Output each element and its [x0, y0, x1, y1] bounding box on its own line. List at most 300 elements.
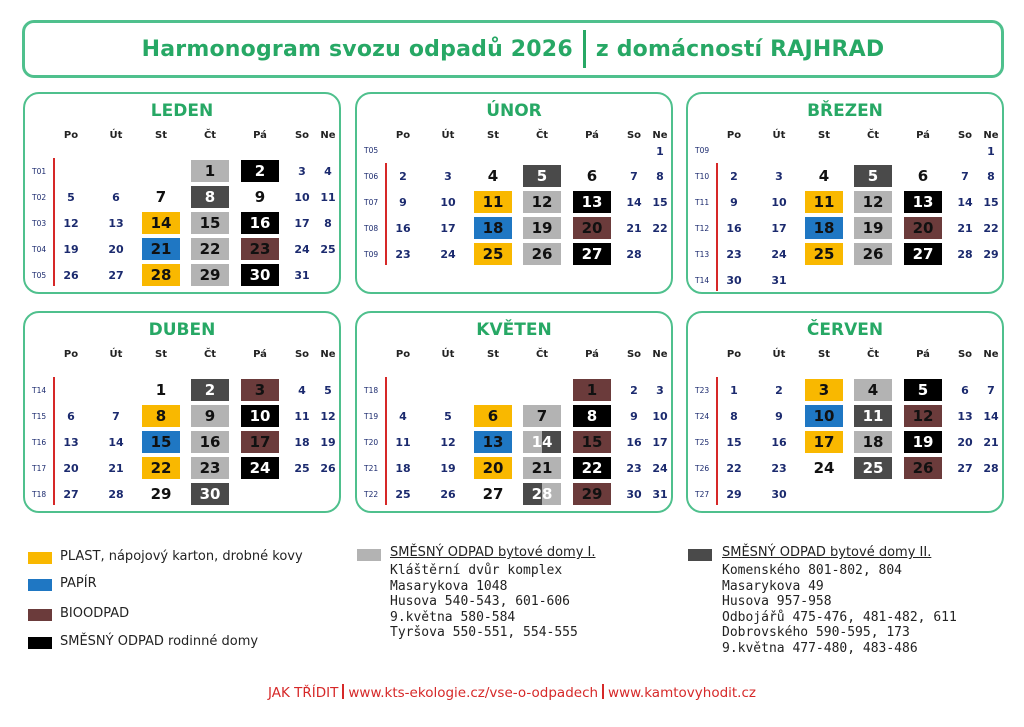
week-divider-line: [53, 158, 55, 286]
calendar-day: 15: [191, 212, 229, 234]
calendar-day: 23: [726, 247, 742, 261]
calendar-day: 3: [805, 379, 843, 401]
legend-head-b1: SMĚSNÝ ODPAD bytové domy I.: [390, 545, 596, 560]
calendar-day: 15: [983, 195, 999, 209]
legend-swatch-rd: [28, 637, 52, 649]
calendar-day: 24: [241, 457, 279, 479]
calendar-day: 7: [112, 409, 120, 423]
week-number: T26: [695, 464, 710, 473]
calendar-day: 7: [155, 188, 167, 206]
day-name: Pá: [585, 130, 599, 141]
page-subtitle: z domácností RAJHRAD: [595, 36, 885, 62]
week-number: T23: [695, 386, 710, 395]
calendar-day: 8: [142, 405, 180, 427]
calendar-day: 27: [904, 243, 942, 265]
day-name: Ne: [320, 349, 336, 360]
legend-label-plast: PLAST, nápojový karton, drobné kovy: [60, 549, 303, 564]
legend-b1-item: Masarykova 1048: [390, 578, 508, 594]
footer-separator: [602, 684, 604, 699]
month-name: LEDEN: [150, 101, 214, 121]
calendar-day: 8: [987, 169, 995, 183]
calendar-day: 5: [444, 409, 452, 423]
calendar-day: 30: [191, 483, 229, 505]
legend-b2-item: Dobrovského 590-595, 173: [722, 625, 910, 640]
calendar-day: 31: [771, 273, 787, 287]
calendar-day: 11: [320, 190, 336, 204]
calendar-day: 15: [142, 431, 180, 453]
calendar-day: 6: [917, 167, 929, 185]
day-name: Út: [441, 349, 455, 360]
footer-separator: [342, 684, 344, 699]
legend-swatch-plast: [28, 552, 52, 564]
day-name: St: [487, 349, 499, 360]
calendar-day: 26: [320, 461, 336, 475]
calendar-day: 18: [474, 217, 512, 239]
week-number: T18: [32, 490, 47, 499]
calendar-day: 26: [523, 243, 561, 265]
calendar-day: 15: [726, 435, 742, 449]
week-divider-line: [716, 163, 718, 291]
calendar-day: 11: [805, 191, 843, 213]
calendar-day: 6: [112, 190, 120, 204]
calendar-day: 3: [298, 164, 306, 178]
calendar-day: 4: [487, 167, 499, 185]
calendar-day: 18: [395, 461, 411, 475]
footer-link-kamtovyhodit[interactable]: www.kamtovyhodit.cz: [608, 685, 756, 701]
calendar-day: 25: [294, 461, 310, 475]
week-number: T16: [32, 438, 47, 447]
month-name: KVĚTEN: [476, 320, 552, 340]
calendar-day: 23: [241, 238, 279, 260]
calendar-day: 20: [63, 461, 79, 475]
month-duben: [23, 311, 341, 513]
calendar-day: 2: [630, 383, 638, 397]
calendar-day: 28: [108, 487, 124, 501]
calendar-day: 19: [854, 217, 892, 239]
day-name: Čt: [203, 130, 217, 141]
day-name: Po: [726, 349, 742, 360]
title-separator: [583, 30, 586, 68]
calendar-day: 27: [63, 487, 79, 501]
week-divider-line: [716, 377, 718, 505]
calendar-day: 4: [399, 409, 407, 423]
calendar-day: 23: [395, 247, 411, 261]
page-title: Harmonogram svozu odpadů 2026: [141, 36, 573, 62]
calendar-day: 26: [63, 268, 79, 282]
calendar-day: 6: [474, 405, 512, 427]
calendar-day: 2: [241, 160, 279, 182]
calendar-day: 17: [241, 431, 279, 453]
day-name: Po: [63, 130, 79, 141]
calendar-day: 14: [142, 212, 180, 234]
calendar-day: 11: [294, 409, 310, 423]
legend-swatch-bio: [28, 609, 52, 621]
calendar-day: 5: [904, 379, 942, 401]
calendar-day: 4: [818, 167, 830, 185]
day-name: Čt: [203, 349, 217, 360]
legend-b1-item: 9.května 580-584: [390, 609, 516, 625]
day-name: So: [294, 349, 310, 360]
calendar-day: 14: [108, 435, 124, 449]
calendar-day: 13: [474, 431, 512, 453]
week-number: T15: [32, 412, 47, 421]
calendar-day: 24: [771, 247, 787, 261]
calendar-day: 25: [320, 242, 336, 256]
week-number: T05: [364, 146, 379, 155]
legend-swatch-b1: [357, 549, 381, 561]
calendar-day: 12: [523, 191, 561, 213]
week-number: T24: [695, 412, 710, 421]
day-name: Pá: [916, 130, 930, 141]
calendar-day: 7: [987, 383, 995, 397]
calendar-day: 26: [854, 243, 892, 265]
day-name: Pá: [916, 349, 930, 360]
day-name: Út: [109, 349, 123, 360]
day-name: Ne: [652, 130, 668, 141]
month-name: ÚNOR: [486, 101, 542, 121]
calendar-day: 13: [108, 216, 124, 230]
calendar-day: 22: [726, 461, 742, 475]
legend-b2-item: 9.května 477-480, 483-486: [722, 640, 918, 656]
calendar-day: 9: [254, 188, 266, 206]
calendar-day: 1: [987, 144, 995, 158]
calendar-day: 30: [626, 487, 642, 501]
calendar-day: 20: [904, 217, 942, 239]
month-name: BŘEZEN: [807, 101, 883, 121]
legend-b2-item: Komenského 801-802, 804: [722, 563, 903, 578]
calendar-day: 23: [191, 457, 229, 479]
legend-label-bio: BIOODPAD: [60, 606, 130, 621]
month-květen: [355, 311, 673, 513]
calendar-day: 4: [854, 379, 892, 401]
calendar-day: 13: [957, 409, 973, 423]
day-name: Ne: [983, 349, 999, 360]
calendar-day: 21: [983, 435, 999, 449]
calendar-day: 21: [523, 457, 561, 479]
month-červen: [686, 311, 1004, 513]
calendar-day: 4: [298, 383, 306, 397]
day-name: Po: [726, 130, 742, 141]
week-divider-line: [385, 163, 387, 265]
calendar-day: 20: [957, 435, 973, 449]
calendar-day: 19: [63, 242, 79, 256]
calendar-day: 28: [957, 247, 973, 261]
week-number: T06: [364, 172, 379, 181]
day-name: Ne: [652, 349, 668, 360]
calendar-day: 30: [726, 273, 742, 287]
calendar-day: 8: [656, 169, 664, 183]
week-number: T01: [32, 167, 47, 176]
calendar-day: 11: [474, 191, 512, 213]
day-name: Po: [395, 349, 411, 360]
calendar-day: 1: [191, 160, 229, 182]
day-name: So: [957, 130, 973, 141]
day-name: So: [626, 130, 642, 141]
legend-label-papir: PAPÍR: [60, 576, 97, 591]
calendar-day: 15: [573, 431, 611, 453]
day-name: Čt: [866, 130, 880, 141]
calendar-day: 22: [142, 457, 180, 479]
calendar-day: 2: [775, 383, 783, 397]
calendar-day: 28: [523, 483, 561, 505]
calendar-day: 25: [805, 243, 843, 265]
calendar-day: 28: [142, 264, 180, 286]
calendar-day: 9: [730, 195, 738, 209]
day-name: So: [957, 349, 973, 360]
calendar-day: 1: [656, 144, 664, 158]
week-number: T19: [364, 412, 379, 421]
calendar-day: 29: [983, 247, 999, 261]
month-únor: [355, 92, 673, 294]
calendar-day: 5: [67, 190, 75, 204]
calendar-day: 21: [957, 221, 973, 235]
calendar-day: 24: [652, 461, 668, 475]
calendar-day: 9: [775, 409, 783, 423]
legend-list-b1: [390, 563, 578, 641]
legend-swatch-papir: [28, 579, 52, 591]
calendar-day: 3: [656, 383, 664, 397]
calendar-day: 27: [482, 485, 504, 503]
calendar-day: 9: [630, 409, 638, 423]
legend-swatch-b2: [688, 549, 712, 561]
calendar-day: 13: [63, 435, 79, 449]
calendar-day: 8: [730, 409, 738, 423]
calendar-day: 8: [324, 216, 332, 230]
calendar-day: 22: [573, 457, 611, 479]
calendar-day: 17: [805, 431, 843, 453]
calendar-day: 2: [399, 169, 407, 183]
day-name: Po: [63, 349, 79, 360]
calendar-day: 1: [573, 379, 611, 401]
day-name: Pá: [253, 130, 267, 141]
week-divider-line: [385, 377, 387, 505]
day-name: Čt: [535, 130, 549, 141]
calendar-day: 16: [395, 221, 411, 235]
calendar-day: 11: [854, 405, 892, 427]
day-name: Út: [441, 130, 455, 141]
month-name: DUBEN: [148, 320, 216, 340]
legend-list-b2: [722, 563, 957, 656]
calendar-day: 15: [652, 195, 668, 209]
week-number: T03: [32, 219, 47, 228]
calendar-day: 12: [854, 191, 892, 213]
calendar-day: 1: [730, 383, 738, 397]
calendar-day: 12: [440, 435, 456, 449]
legend-b2-item: Odbojářů 475-476, 481-482, 611: [722, 609, 957, 625]
calendar-day: 21: [142, 238, 180, 260]
calendar-day: 19: [523, 217, 561, 239]
calendar-day: 29: [726, 487, 742, 501]
calendar-day: 20: [108, 242, 124, 256]
week-number: T04: [32, 245, 47, 254]
calendar-day: 26: [440, 487, 456, 501]
legend-head-b2: SMĚSNÝ ODPAD bytové domy II.: [722, 545, 932, 560]
calendar-day: 16: [626, 435, 642, 449]
day-name: Út: [109, 130, 123, 141]
calendar-day: 31: [652, 487, 668, 501]
week-number: T25: [695, 438, 710, 447]
calendar-day: 17: [294, 216, 310, 230]
calendar-day: 25: [474, 243, 512, 265]
calendar-day: 24: [813, 459, 835, 477]
week-number: T14: [695, 276, 710, 285]
day-name: Ne: [320, 130, 336, 141]
day-name: St: [818, 349, 830, 360]
calendar-day: 5: [324, 383, 332, 397]
calendar-day: 13: [904, 191, 942, 213]
calendar-day: 10: [771, 195, 787, 209]
calendar-day: 23: [771, 461, 787, 475]
calendar-day: 19: [904, 431, 942, 453]
day-name: Čt: [866, 349, 880, 360]
week-number: T27: [695, 490, 710, 499]
calendar-day: 10: [652, 409, 668, 423]
legend-b2-item: Husova 957-958: [722, 594, 832, 609]
calendar-day: 25: [854, 457, 892, 479]
calendar-day: 28: [626, 247, 642, 261]
week-number: T13: [695, 250, 710, 259]
footer-how-to-sort: JAK TŘÍDIT: [268, 685, 339, 701]
calendar-day: 26: [904, 457, 942, 479]
week-number: T20: [364, 438, 379, 447]
calendar-day: 16: [726, 221, 742, 235]
legend-b1-item: Kláštěrní dvůr komplex: [390, 563, 563, 578]
calendar-day: 16: [771, 435, 787, 449]
week-number: T09: [695, 146, 710, 155]
calendar-day: 17: [440, 221, 456, 235]
calendar-day: 29: [150, 485, 172, 503]
calendar-day: 17: [652, 435, 668, 449]
day-name: Pá: [585, 349, 599, 360]
calendar-day: 21: [626, 221, 642, 235]
calendar-day: 8: [573, 405, 611, 427]
day-name: St: [487, 130, 499, 141]
week-number: T09: [364, 250, 379, 259]
calendar-day: 16: [191, 431, 229, 453]
calendar-day: 21: [108, 461, 124, 475]
calendar-day: 6: [586, 167, 598, 185]
calendar-day: 24: [440, 247, 456, 261]
day-name: St: [818, 130, 830, 141]
day-name: Út: [772, 349, 786, 360]
day-name: St: [155, 349, 167, 360]
calendar-day: 19: [320, 435, 336, 449]
calendar-day: 14: [626, 195, 642, 209]
day-name: Pá: [253, 349, 267, 360]
calendar-day: 3: [444, 169, 452, 183]
calendar-day: 12: [320, 409, 336, 423]
calendar-day: 11: [395, 435, 411, 449]
calendar-day: 30: [241, 264, 279, 286]
calendar-day: 19: [440, 461, 456, 475]
calendar-day: 10: [241, 405, 279, 427]
calendar-day: 5: [523, 165, 561, 187]
calendar-day: 23: [626, 461, 642, 475]
calendar-day: 24: [294, 242, 310, 256]
calendar-day: 30: [771, 487, 787, 501]
week-number: T08: [364, 224, 379, 233]
calendar-day: 14: [523, 431, 561, 453]
month-březen: [686, 92, 1004, 294]
calendar-day: 18: [854, 431, 892, 453]
week-number: T07: [364, 198, 379, 207]
month-name: ČERVEN: [806, 320, 884, 340]
day-name: Út: [772, 130, 786, 141]
calendar-day: 7: [630, 169, 638, 183]
calendar-day: 29: [191, 264, 229, 286]
header-title-box: [22, 20, 1004, 78]
calendar-day: 20: [573, 217, 611, 239]
week-number: T10: [695, 172, 710, 181]
calendar-day: 13: [573, 191, 611, 213]
calendar-day: 27: [957, 461, 973, 475]
calendar-day: 25: [395, 487, 411, 501]
calendar-day: 12: [63, 216, 79, 230]
calendar-day: 2: [730, 169, 738, 183]
calendar-day: 9: [399, 195, 407, 209]
calendar-day: 9: [191, 405, 229, 427]
calendar-day: 31: [294, 268, 310, 282]
footer: [0, 684, 1024, 701]
week-number: T22: [364, 490, 379, 499]
legend-b1-item: Tyršova 550-551, 554-555: [390, 625, 578, 640]
calendar-day: 12: [904, 405, 942, 427]
calendar-day: 10: [805, 405, 843, 427]
legend-label-rd: SMĚSNÝ ODPAD rodinné domy: [60, 634, 259, 649]
day-name: St: [155, 130, 167, 141]
calendar-day: 16: [241, 212, 279, 234]
calendar-day: 27: [108, 268, 124, 282]
calendar-day: 8: [191, 186, 229, 208]
week-number: T05: [32, 271, 47, 280]
calendar-day: 3: [241, 379, 279, 401]
calendar-day: 10: [440, 195, 456, 209]
day-name: Po: [395, 130, 411, 141]
week-number: T21: [364, 464, 379, 473]
week-number: T11: [695, 198, 710, 207]
legend-b2-item: Masarykova 49: [722, 578, 824, 594]
calendar-day: 20: [474, 457, 512, 479]
calendar-day: 14: [957, 195, 973, 209]
month-leden: [23, 92, 341, 294]
week-number: T14: [32, 386, 47, 395]
calendar-day: 17: [771, 221, 787, 235]
week-divider-line: [53, 377, 55, 505]
week-number: T02: [32, 193, 47, 202]
day-name: So: [294, 130, 310, 141]
calendar-day: 10: [294, 190, 310, 204]
week-number: T17: [32, 464, 47, 473]
calendar-day: 18: [805, 217, 843, 239]
calendar-day: 14: [983, 409, 999, 423]
legend-b1-item: Husova 540-543, 601-606: [390, 594, 571, 609]
calendar-day: 5: [854, 165, 892, 187]
calendar-day: 6: [67, 409, 75, 423]
calendar-day: 18: [294, 435, 310, 449]
footer-link-kts[interactable]: www.kts-ekologie.cz/vse-o-odpadech: [348, 685, 599, 701]
calendar-day: 27: [573, 243, 611, 265]
calendar-day: 28: [983, 461, 999, 475]
calendar-day: 7: [523, 405, 561, 427]
week-number: T18: [364, 386, 379, 395]
day-name: So: [626, 349, 642, 360]
day-name: Čt: [535, 349, 549, 360]
calendar-day: 6: [961, 383, 969, 397]
calendar-day: 29: [573, 483, 611, 505]
calendar-day: 22: [191, 238, 229, 260]
calendar-day: 1: [155, 381, 167, 399]
calendar-day: 2: [191, 379, 229, 401]
